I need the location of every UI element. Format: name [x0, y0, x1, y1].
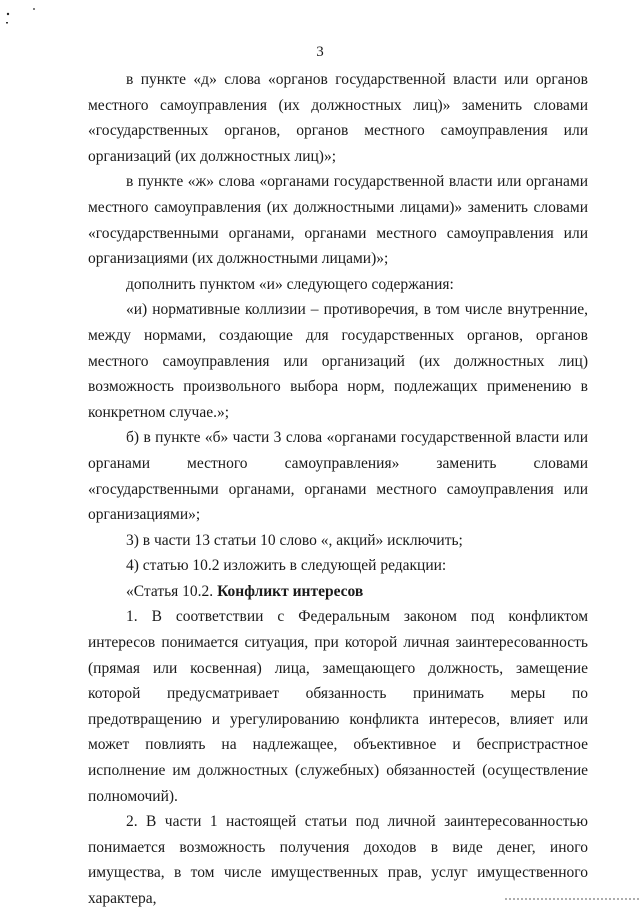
article-heading [88, 579, 588, 605]
paragraph-article-10-2: 4) статью 10.2 изложить в следующей редакции: [126, 557, 447, 575]
article-heading-prefix: «Статья 10.2. [126, 582, 218, 600]
paragraph-add-i: дополнить пунктом «и» следующего содержания: [126, 275, 454, 293]
paragraph-zh-amendment: в пункте «ж» слова «органами государственной власти или органами местного самоуправления (их должностными лицами)» заменить словами «государственными органами, органами местного самоуправления или организациями (их должностными лицами)»; [88, 173, 588, 268]
article-paragraph-1: 1. В соответствии с Федеральным законом под конфликтом интересов понимается ситуация, при которой личная заинтересованность (прямая или косвенная) лица, замещающего должность, замещение которой предусматривает обязанность принимать меры по предотвращению и урегулированию конфликта интересов, влияет или может повлиять на надлежащее, объективное и беспристрастное исполнение им должностных (служебных) обязанностей (осуществление полномочий). [88, 608, 588, 805]
scan-edge-mark [505, 898, 640, 900]
paragraph-article-10: 3) в части 13 статьи 10 слово «, акций» исключить; [126, 531, 463, 549]
paragraph-d-amendment: в пункте «д» слова «органов государственной власти или органов местного самоуправления (их должностных лиц)» заменить словами «государственных органов, органов местного самоуправления или организаций (их должностных лиц)»; [88, 71, 588, 165]
article-heading-title: Конфликт интересов [217, 582, 364, 600]
paragraph-i-text: «и) нормативные коллизии – противоречия, в том числе внутренние, между нормами, создающие для государственных органов, органов местного самоуправления или организаций (их должностных лиц) возможность произвольного выбора норм, подлежащих применению в конкретном случае.»; [88, 301, 588, 421]
article-paragraph-2: 2. В части 1 настоящей статьи под личной заинтересованностью понимается возможность получения доходов в виде денег, иного имущества, в том числе имущественных прав, услуг имущественного характера, [88, 813, 588, 907]
page-number: 3 [316, 44, 324, 60]
scan-specks [0, 0, 60, 30]
paragraph-b-amendment: б) в пункте «б» части 3 слова «органами государственной власти или органами местного самоуправления» заменить словами «государственными органами, органами местного самоуправления или организациями»; [88, 429, 588, 524]
document-body [88, 67, 588, 912]
